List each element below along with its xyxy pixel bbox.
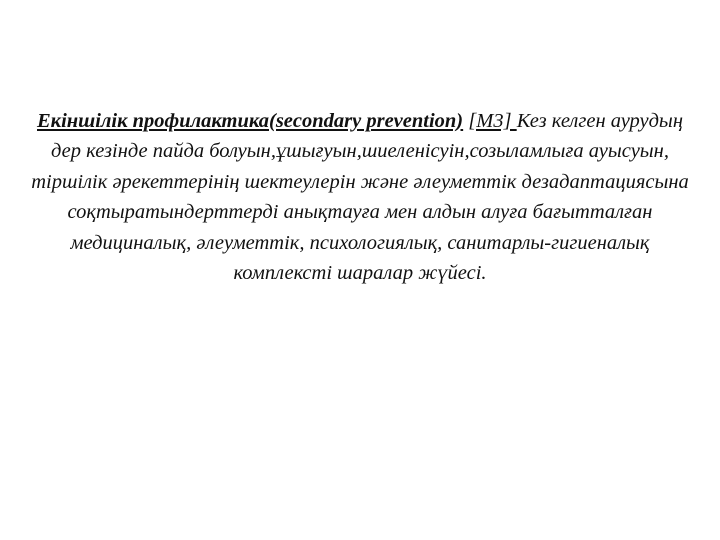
definition-paragraph — [30, 106, 690, 289]
definition-text: Кез келген аурудың дер кезінде пайда болуын,ұшығуын,шиеленісуін,созыламлыға ауысуын, тіршілік әрекеттерінің шектеулерін және әлеуметтік дезадаптациясына соқтыратындерттерді анықтауға мен алдын алуға бағытталған медициналық, әлеуметтік, психологиялық, санитарлы-гигиеналық комплексті шаралар жүйесі. — [31, 109, 689, 284]
term-heading: Екіншілік профилактика(secondary prevention) — [37, 109, 464, 132]
reference-mark: [М3] — [468, 109, 517, 132]
